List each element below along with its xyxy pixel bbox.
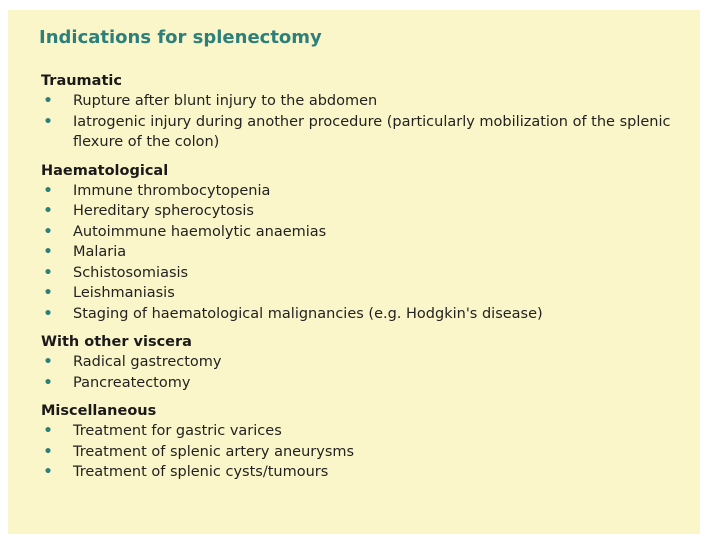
bullet-icon: • — [43, 423, 53, 439]
list-item-text: Schistosomiasis — [73, 264, 189, 281]
indications-box — [8, 10, 700, 534]
sections-container — [41, 72, 681, 492]
list-item — [41, 304, 681, 325]
list-item — [41, 283, 681, 304]
section-traumatic — [41, 72, 681, 153]
list-item — [41, 222, 681, 243]
box-title: Indications for splenectomy — [39, 27, 322, 48]
list-item-text: Treatment for gastric varices — [73, 423, 282, 439]
list-item — [41, 263, 681, 284]
list-item — [41, 421, 681, 442]
section-heading: Haematological — [41, 162, 169, 179]
bullet-list — [41, 352, 681, 393]
bullet-icon: • — [43, 464, 53, 480]
list-item-text: Leishmaniasis — [73, 285, 175, 301]
list-item-text: Treatment of splenic artery aneurysms — [73, 443, 355, 460]
bullet-icon: • — [43, 443, 53, 460]
list-item-text: Malaria — [73, 244, 127, 260]
section-heading: Miscellaneous — [41, 403, 157, 419]
bullet-icon: • — [43, 374, 53, 391]
list-item — [41, 352, 681, 373]
bullet-list — [41, 421, 681, 483]
list-item — [41, 373, 681, 394]
bullet-icon: • — [43, 305, 53, 322]
bullet-icon: • — [43, 93, 53, 109]
bullet-icon: • — [43, 354, 53, 370]
section-heading: Traumatic — [41, 73, 122, 89]
list-item-text: Immune thrombocytopenia — [73, 182, 271, 199]
list-item — [41, 242, 681, 263]
list-item — [41, 201, 681, 222]
bullet-icon: • — [43, 113, 53, 130]
list-item — [41, 91, 681, 112]
section-miscellaneous — [41, 402, 681, 483]
section-heading: With other viscera — [41, 334, 192, 350]
list-item — [41, 442, 681, 463]
bullet-icon: • — [43, 285, 53, 301]
section-with-other-viscera — [41, 333, 681, 393]
list-item-text: Staging of haematological malignancies (e.g. Hodgkin's disease) — [73, 305, 543, 322]
list-item-text: Hereditary spherocytosis — [73, 203, 254, 219]
list-item-text: Iatrogenic injury during another procedure (particularly mobilization of the splenic flexure of the colon) — [73, 113, 671, 150]
bullet-list — [41, 181, 681, 325]
list-item — [41, 112, 681, 153]
bullet-icon: • — [43, 264, 53, 281]
list-item-text: Rupture after blunt injury to the abdomen — [73, 93, 378, 109]
bullet-icon: • — [43, 223, 53, 240]
list-item-text: Autoimmune haemolytic anaemias — [73, 223, 327, 240]
bullet-list — [41, 91, 681, 153]
list-item — [41, 181, 681, 202]
bullet-icon: • — [43, 203, 53, 219]
section-haematological — [41, 162, 681, 325]
list-item — [41, 462, 681, 483]
bullet-icon: • — [43, 182, 53, 199]
list-item-text: Treatment of splenic cysts/tumours — [73, 464, 329, 480]
list-item-text: Radical gastrectomy — [73, 354, 222, 370]
bullet-icon: • — [43, 244, 53, 260]
list-item-text: Pancreatectomy — [73, 374, 191, 391]
